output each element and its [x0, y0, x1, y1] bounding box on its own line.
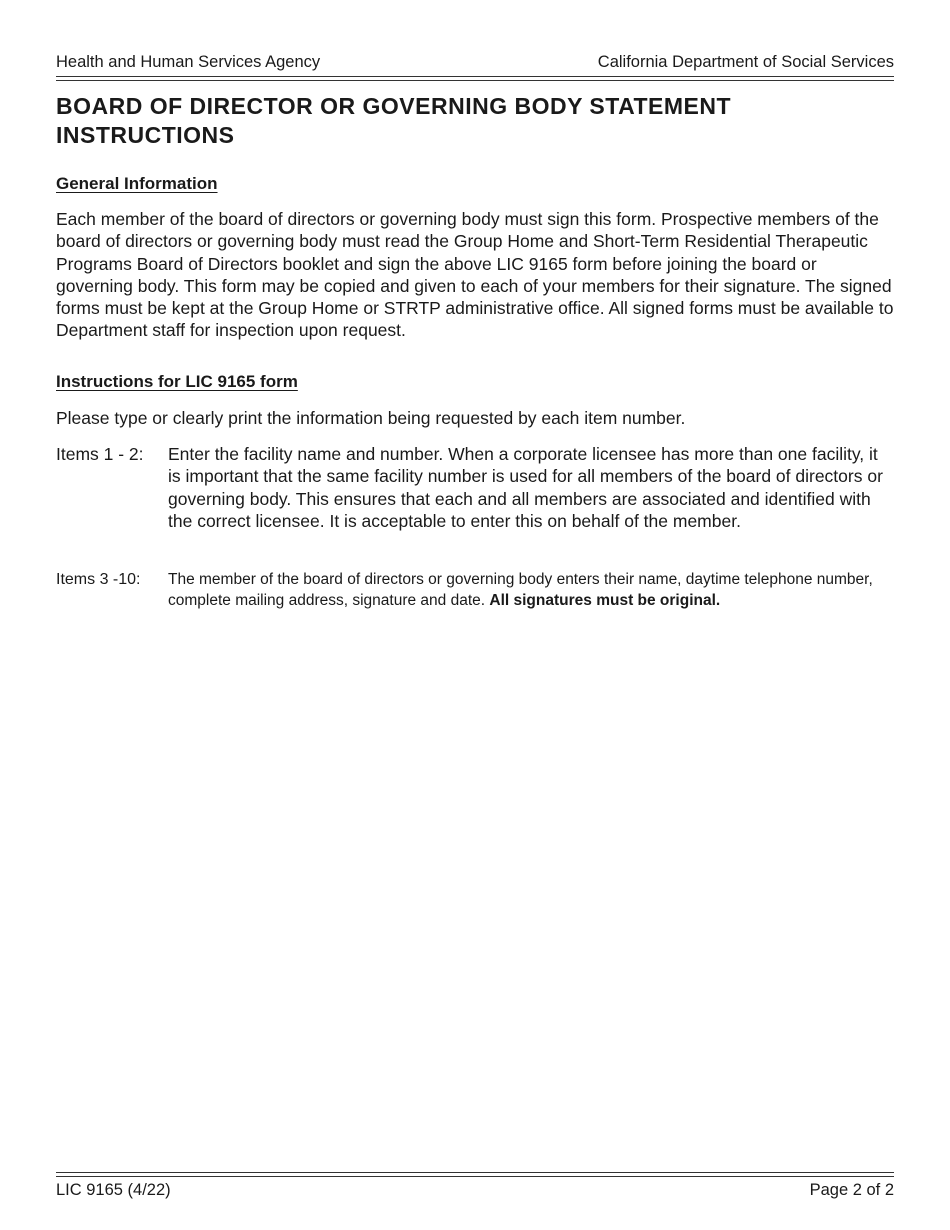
general-information-heading: General Information — [56, 174, 218, 193]
general-information-body: Each member of the board of directors or governing body must sign this form. Prospective members of the board of directors or governing body must read the Group Home and Short-Term Residential Therapeutic Programs Board of Directors booklet and sign the above LIC 9165 form before joining the board or governing body. This form may be copied and given to each of your members for their signature. The signed forms must be kept at the Group Home or STRTP administrative office. All signed forms must be available to Department staff for inspection upon request. — [56, 209, 894, 341]
header-divider — [56, 76, 894, 81]
instruction-item-label: Items 3 -10: — [56, 571, 141, 588]
instruction-item-text-wrapper — [168, 569, 894, 611]
instruction-item-text: The member of the board of directors or governing body enters their name, daytime telephone number, complete mailing address, signature and date. — [168, 571, 873, 609]
page-number: Page 2 of 2 — [809, 1181, 894, 1199]
header-department: California Department of Social Services — [597, 53, 894, 71]
instructions-heading: Instructions for LIC 9165 form — [56, 372, 298, 391]
header-agency: Health and Human Services Agency — [56, 53, 321, 71]
page-title: BOARD OF DIRECTOR OR GOVERNING BODY STATEMENT INSTRUCTIONS — [56, 93, 732, 148]
instruction-item — [56, 443, 894, 532]
signature-requirement-text: All signatures must be original. — [489, 592, 721, 609]
page-header — [56, 52, 894, 72]
form-number: LIC 9165 (4/22) — [56, 1181, 171, 1199]
instructions-intro: Please type or clearly print the information being requested by each item number. — [56, 408, 686, 428]
document-page — [56, 0, 894, 1230]
page-footer — [56, 1180, 894, 1200]
footer-divider — [56, 1172, 894, 1177]
instruction-item-label: Items 1 - 2: — [56, 444, 144, 464]
instruction-item — [56, 569, 894, 611]
instruction-item-text: Enter the facility name and number. When a corporate licensee has more than one facility, it is important that the same facility number is used for all members of the board of directors or governing body. This ensures that each and all members are associated and identified with the correct licensee. It is acceptable to enter this on behalf of the member. — [168, 444, 883, 531]
